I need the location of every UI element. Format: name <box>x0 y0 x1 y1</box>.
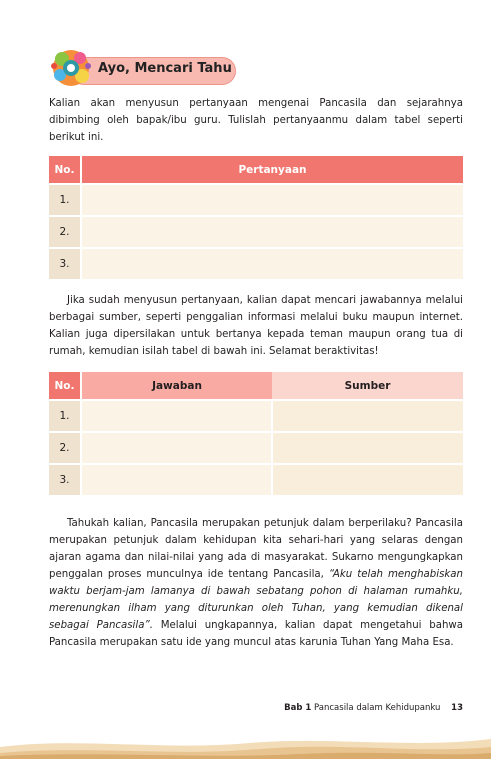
question-cell[interactable] <box>81 184 463 216</box>
page-number: 13 <box>451 703 463 713</box>
answer-cell[interactable] <box>81 400 272 432</box>
source-cell[interactable] <box>272 432 463 464</box>
question-cell[interactable] <box>81 248 463 279</box>
source-cell[interactable] <box>272 464 463 495</box>
answer-cell[interactable] <box>81 432 272 464</box>
table-header-row <box>49 372 463 400</box>
question-table <box>49 156 463 279</box>
table-row <box>49 400 463 432</box>
table-row <box>49 248 463 279</box>
decorative-wave-footer <box>0 729 491 759</box>
middle-paragraph: Jika sudah menyusun pertanyaan, kalian dapat mencari jawabannya melalui berbagai sumber, seperti penggalian informasi melalui buku maupun internet. Kalian juga dipersilakan untuk bertanya kepada teman maupun orang tua di rumah, kemudian isilah tabel di bawah ini. Selamat beraktivitas! <box>49 295 463 357</box>
question-cell[interactable] <box>81 216 463 248</box>
source-cell[interactable] <box>272 400 463 432</box>
page-footer <box>284 703 463 713</box>
table-row <box>49 184 463 216</box>
column-header-answer: Jawaban <box>81 372 272 400</box>
table-row <box>49 432 463 464</box>
answer-table <box>49 372 463 495</box>
section-title: Ayo, Mencari Tahu <box>98 61 232 76</box>
section-badge <box>48 46 238 90</box>
sukarno-quote: “Aku telah menghabiskan waktu berjam-jam lamanya di bawah sebatang pohon di halaman rumahku, merenungkan ilham yang diturunkan oleh Tuhan, yang kemudian dikenal sebagai Pancasila”. <box>49 569 464 631</box>
column-header-no: No. <box>49 372 81 400</box>
row-number: 2. <box>49 216 81 248</box>
intro-paragraph: Kalian akan menyusun pertanyaan mengenai Pancasila dan sejarahnya dibimbing oleh bapak/ibu guru. Tulislah pertanyaanmu dalam tabel seperti berikut ini. <box>49 98 463 143</box>
chapter-label: Bab 1 <box>284 703 312 713</box>
closing-text-end: Melalui ungkapannya, kalian dapat mengetahui bahwa Pancasila merupakan satu ide yang muncul atas karunia Tuhan Yang Maha Esa. <box>49 620 463 648</box>
column-header-no: No. <box>49 156 81 184</box>
row-number: 3. <box>49 248 81 279</box>
column-header-source: Sumber <box>272 372 463 400</box>
closing-paragraph <box>49 515 463 651</box>
table-row <box>49 216 463 248</box>
answer-cell[interactable] <box>81 464 272 495</box>
row-number: 2. <box>49 432 81 464</box>
row-number: 1. <box>49 184 81 216</box>
row-number: 1. <box>49 400 81 432</box>
ornament-icon <box>48 46 98 90</box>
table-row <box>49 464 463 495</box>
closing-text: Tahukah kalian, Pancasila merupakan petunjuk dalam berperilaku? Pancasila merupakan petunjuk dalam kehidupan kita sehari-hari yang selaras dengan ajaran agama dan nilai-nilai yang ada di masyarakat. Sukarno mengungkapkan penggalan proses munculnya ide tentang Pancasila, <box>49 518 463 580</box>
row-number: 3. <box>49 464 81 495</box>
chapter-title: Pancasila dalam Kehidupanku <box>314 703 441 713</box>
column-header-question: Pertanyaan <box>81 156 463 184</box>
table-header-row <box>49 156 463 184</box>
